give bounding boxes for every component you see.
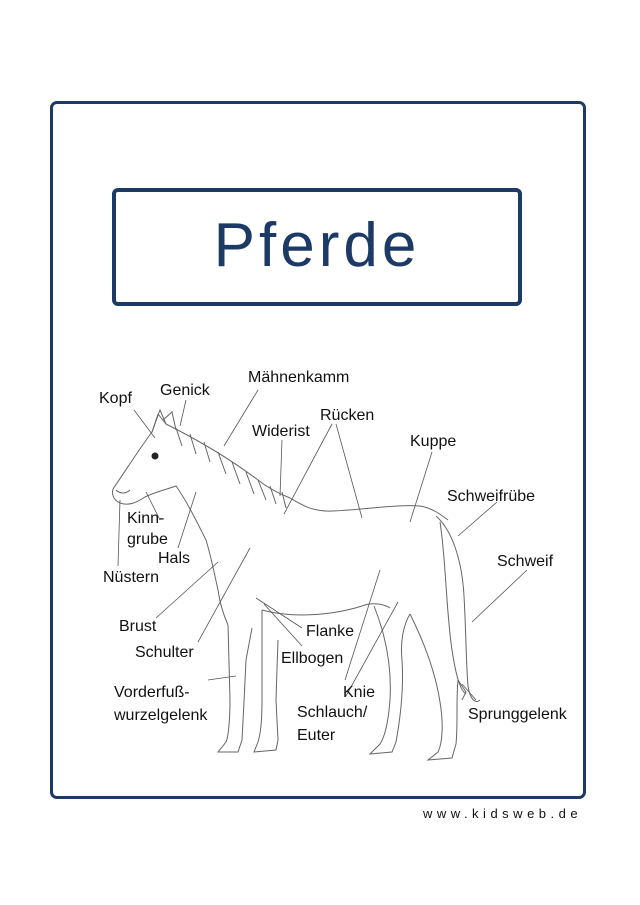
label-widerist: Widerist <box>252 423 310 440</box>
page-title: Pferde <box>213 210 421 280</box>
label-schulter: Schulter <box>135 644 194 661</box>
label-schweif: Schweif <box>497 553 554 570</box>
footer-website: www.kidsweb.de <box>423 806 583 821</box>
label-brust: Brust <box>119 618 157 635</box>
label-hals: Hals <box>158 550 191 567</box>
label-vorderfuss: Vorderfuß- <box>114 684 190 701</box>
label-maehnenkamm: Mähnenkamm <box>248 369 350 386</box>
label-kuppe: Kuppe <box>410 433 457 450</box>
label-sprunggelenk: Sprunggelenk <box>468 706 567 723</box>
label-flanke: Flanke <box>306 623 355 640</box>
label-ellbogen: Ellbogen <box>281 650 344 667</box>
label-grube: grube <box>127 531 168 548</box>
label-euter: Euter <box>297 727 336 744</box>
label-kopf: Kopf <box>99 390 132 407</box>
label-knie: Knie <box>343 684 376 701</box>
label-schweifruebe: Schweifrübe <box>447 488 536 505</box>
label-wurzelgelenk: wurzelgelenk <box>114 707 208 724</box>
label-nuestern: Nüstern <box>103 569 160 586</box>
label-kinn: Kinn- <box>127 510 165 527</box>
label-genick: Genick <box>160 382 210 399</box>
label-schlauch: Schlauch/ <box>297 704 368 721</box>
label-ruecken: Rücken <box>320 407 375 424</box>
